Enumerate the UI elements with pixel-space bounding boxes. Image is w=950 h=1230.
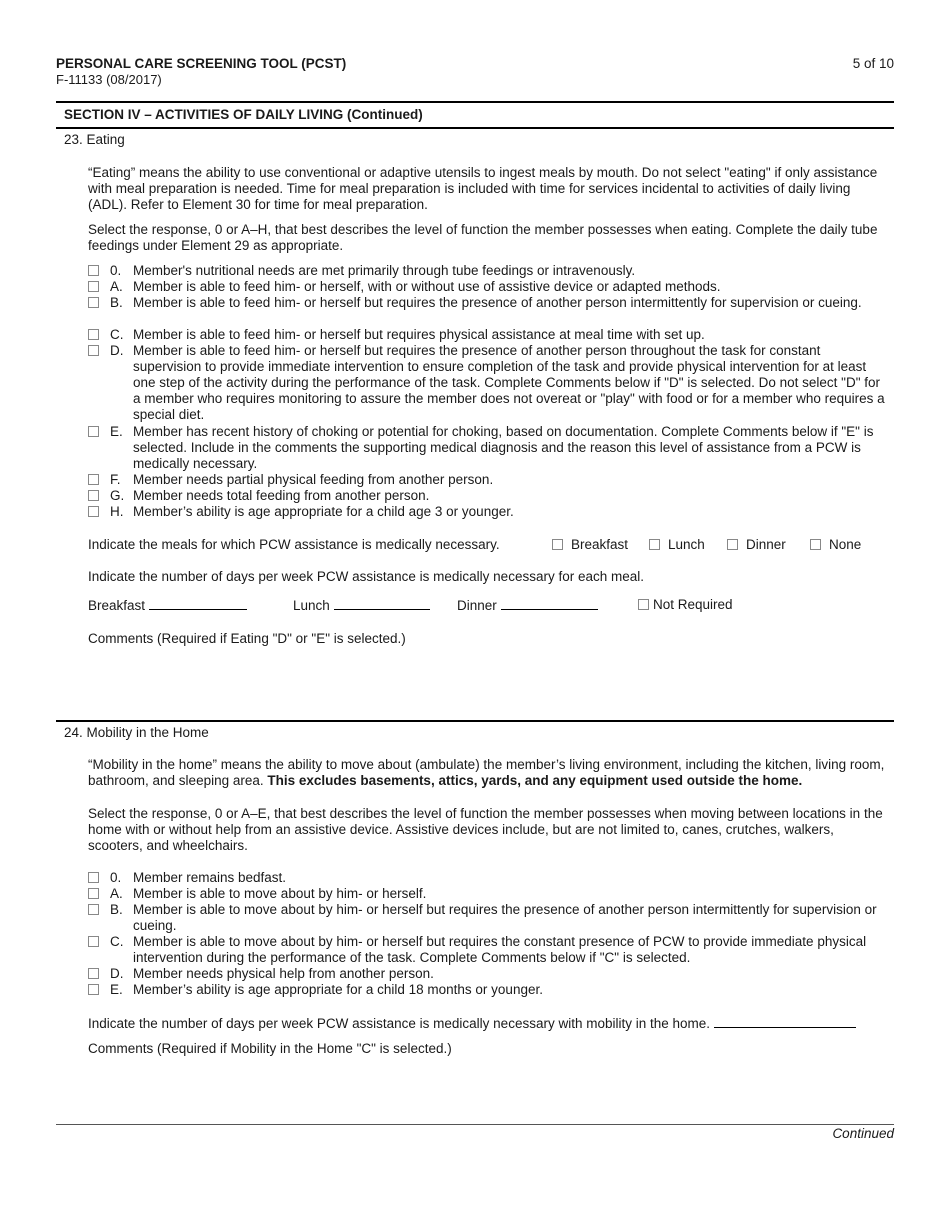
eating-option-c[interactable] [88,327,888,343]
option-text: Member is able to feed him- or herself but requires the presence of another person throughout the task for constant supervision to provide immediate intervention to ensure completion of the task and provide physical intervention for at least one step of the activity during the performance of the task. Complete Comments below if "D" is selected. Do not select "D" for a member who requires monitoring to assure the member does not overeat or "play" with food or for a member who requires a special diet. [133,343,885,422]
section-bottom-rule [56,127,894,129]
option-letter: A. [110,886,123,901]
days-lunch-field[interactable] [293,597,430,613]
meal-dinner-checkbox[interactable] [727,537,786,552]
option-text: Member is able to move about by him- or herself but requires the constant presence of PCW to provide immediate physical intervention during the performance of the task. Complete Comments below if "C" is selected. [133,934,867,965]
meal-label: None [829,537,862,552]
checkbox-box[interactable] [649,539,660,550]
mobility-option-a[interactable] [88,886,888,902]
not-required-label: Not Required [653,597,733,612]
checkbox-box[interactable] [727,539,738,550]
mobility-option-b[interactable] [88,902,888,934]
option-text: Member has recent history of choking or potential for choking, based on documentation. Complete Comments below if "E" is selected. Include in the comments the supporting medical diagnosis and the reason this level of assistance from a PCW is medically necessary. [133,424,874,471]
meal-label: Lunch [668,537,705,552]
option-letter: G. [110,488,125,503]
field-label: Dinner [457,598,497,613]
checkbox-box[interactable] [810,539,821,550]
option-letter: 0. [110,870,122,885]
eating-title: 23. Eating [64,132,125,147]
mobility-option-0[interactable] [88,870,888,886]
days-dinner-input[interactable] [501,597,598,610]
eating-divider [56,720,894,722]
eating-option-f[interactable] [88,472,888,488]
eating-option-b[interactable] [88,295,888,311]
mobility-option-0-checkbox[interactable] [88,872,99,883]
days-breakfast-input[interactable] [149,597,247,610]
field-label: Lunch [293,598,330,613]
option-text: Member is able to feed him- or herself, with or without use of assistive device or adapted methods. [133,279,721,294]
eating-option-g-checkbox[interactable] [88,490,99,501]
form-title: PERSONAL CARE SCREENING TOOL (PCST) [56,56,347,71]
eating-option-0-checkbox[interactable] [88,265,99,276]
option-text: Member needs total feeding from another person. [133,488,430,503]
meal-none-checkbox[interactable] [810,537,861,552]
option-text: Member needs physical help from another person. [133,966,434,981]
mobility-definition-text: “Mobility in the home” means the ability to move about (ambulate) the member’s living environment, including the kitchen, living room, bathroom, and sleeping area. [88,757,885,788]
mobility-instruction: Select the response, 0 or A–E, that best describes the level of function the member possesses when moving between locations in the home with or without help from an assistive device. Assistive devices include, but are not limited to, canes, crutches, walkers, scooters, and wheelchairs. [88,806,883,853]
option-text: Member's nutritional needs are met primarily through tube feedings or intravenously. [133,263,636,278]
meal-breakfast-checkbox[interactable] [552,537,628,552]
mobility-days-prompt: Indicate the number of days per week PCW assistance is medically necessary with mobility in the home. [88,1016,711,1031]
mobility-definition [88,757,888,789]
option-letter: H. [110,504,124,519]
checkbox-box[interactable] [552,539,563,550]
option-letter: 0. [110,263,122,278]
mobility-option-b-checkbox[interactable] [88,904,99,915]
mobility-option-c-checkbox[interactable] [88,936,99,947]
option-letter: E. [110,982,123,997]
mobility-option-e-checkbox[interactable] [88,984,99,995]
option-letter: C. [110,327,124,342]
eating-option-g[interactable] [88,488,888,504]
mobility-option-d-checkbox[interactable] [88,968,99,979]
mobility-days-input[interactable] [714,1015,856,1028]
page-number: 5 of 10 [852,56,894,71]
mobility-comments-label: Comments (Required if Mobility in the Home "C" is selected.) [88,1041,452,1056]
eating-option-h[interactable] [88,504,888,520]
section-top-rule [56,101,894,103]
eating-definition: “Eating” means the ability to use conventional or adaptive utensils to ingest meals by mouth. Do not select "eating" if only assistance with meal preparation is needed. Time for meal preparation is included with time for services incidental to activities of daily living (ADL). Refer to Element 30 for time for meal preparation. [88,165,878,212]
eating-option-b-checkbox[interactable] [88,297,99,308]
mobility-option-d[interactable] [88,966,888,982]
days-dinner-field[interactable] [457,597,598,613]
mobility-option-a-checkbox[interactable] [88,888,99,899]
field-label: Breakfast [88,598,146,613]
eating-comments-label: Comments (Required if Eating "D" or "E" is selected.) [88,631,406,646]
option-letter: A. [110,279,123,294]
eating-option-a-checkbox[interactable] [88,281,99,292]
eating-instruction: Select the response, 0 or A–H, that best describes the level of function the member possesses when eating. Complete the daily tube feedings under Element 29 as appropriate. [88,222,878,253]
meal-label: Breakfast [571,537,629,552]
option-letter: D. [110,343,124,358]
eating-option-h-checkbox[interactable] [88,506,99,517]
mobility-definition-bold: This excludes basements, attics, yards, and any equipment used outside the home. [267,773,803,788]
days-lunch-input[interactable] [334,597,430,610]
meals-prompt: Indicate the meals for which PCW assistance is medically necessary. [88,537,500,552]
continued-label: Continued [832,1126,894,1141]
not-required-checkbox[interactable] [638,597,733,612]
option-text: Member remains bedfast. [133,870,287,885]
meal-lunch-checkbox[interactable] [649,537,705,552]
eating-option-0[interactable] [88,263,888,279]
option-text: Member is able to feed him- or herself but requires physical assistance at meal time with set up. [133,327,705,342]
option-text: Member is able to feed him- or herself but requires the presence of another person intermittently for supervision or cueing. [133,295,862,310]
mobility-option-e[interactable] [88,982,888,998]
option-letter: E. [110,424,123,439]
eating-option-d[interactable] [88,343,888,423]
option-text: Member is able to move about by him- or herself. [133,886,427,901]
form-number: F-11133 (08/2017) [56,72,162,87]
days-breakfast-field[interactable] [88,597,247,613]
days-prompt: Indicate the number of days per week PCW assistance is medically necessary for each meal. [88,569,644,584]
eating-option-a[interactable] [88,279,888,295]
checkbox-box[interactable] [638,599,649,610]
option-text: Member needs partial physical feeding from another person. [133,472,494,487]
mobility-title: 24. Mobility in the Home [64,725,209,740]
eating-option-f-checkbox[interactable] [88,474,99,485]
option-letter: D. [110,966,124,981]
mobility-days-field[interactable] [88,1015,856,1031]
footer-rule [56,1124,894,1125]
option-text: Member’s ability is age appropriate for a child 18 months or younger. [133,982,543,997]
eating-option-c-checkbox[interactable] [88,329,99,340]
meal-label: Dinner [746,537,786,552]
eating-option-d-checkbox[interactable] [88,345,99,356]
option-letter: B. [110,902,123,917]
eating-option-e[interactable] [88,424,888,472]
option-text: Member is able to move about by him- or herself but requires the presence of another person intermittently for supervision or cueing. [133,902,877,933]
section-title: SECTION IV – ACTIVITIES OF DAILY LIVING (Continued) [64,107,423,122]
mobility-option-c[interactable] [88,934,888,966]
option-letter: F. [110,472,121,487]
eating-option-e-checkbox[interactable] [88,426,99,437]
option-text: Member’s ability is age appropriate for a child age 3 or younger. [133,504,514,519]
option-letter: C. [110,934,124,949]
option-letter: B. [110,295,123,310]
